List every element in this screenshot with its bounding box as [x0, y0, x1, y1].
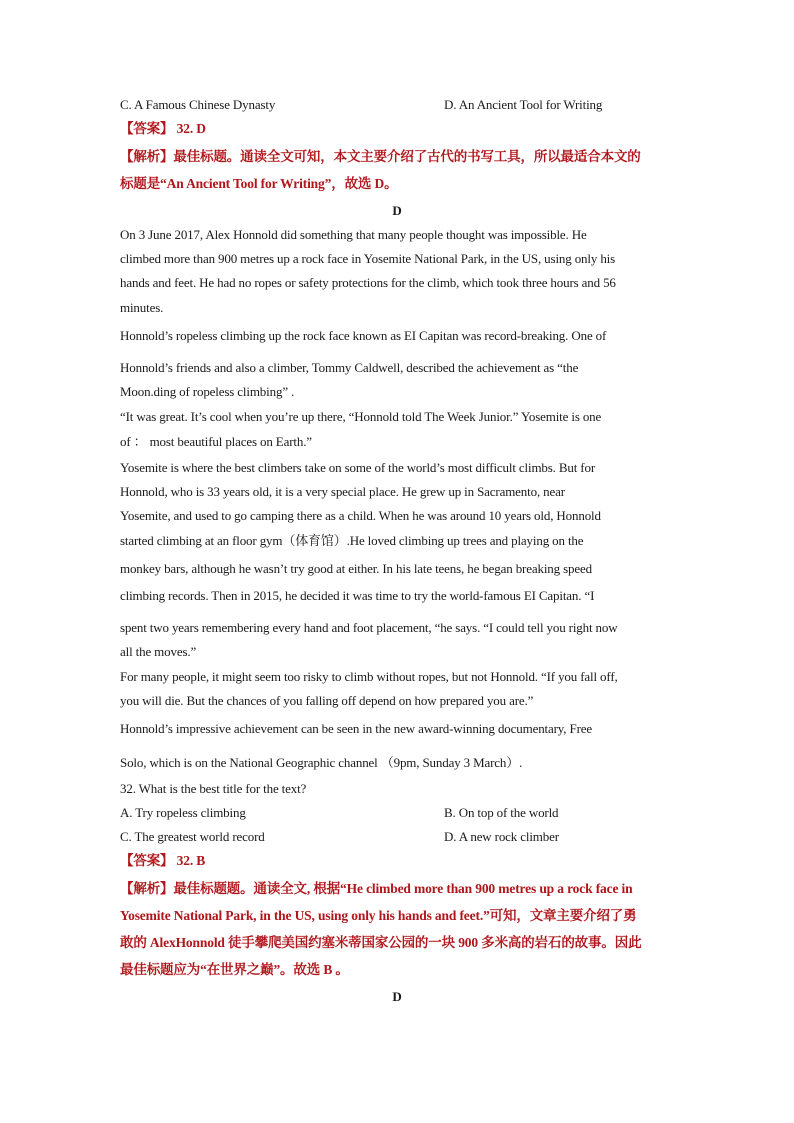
passage-line: all the moves.” — [120, 644, 197, 659]
analysis-line: Yosemite National Park, in the US, using only his hands and feet.”可知，文章主要介绍了勇 — [120, 908, 637, 923]
passage-line: of ： most beautiful places on Earth.” — [120, 434, 312, 449]
passage-line: On 3 June 2017, Alex Honnold did something that many people thought was impossible. He — [120, 227, 587, 242]
answer-label: 【答案】 32. B — [120, 853, 206, 868]
analysis-line: 最佳标题应为“在世界之巅”。故选 B 。 — [120, 962, 349, 977]
option-b: B. On top of the world — [444, 805, 559, 820]
answer-label: 【答案】 32. D — [120, 121, 206, 136]
passage-line: Honnold’s ropeless climbing up the rock face known as EI Capitan was record-breaking. One of — [120, 328, 607, 343]
analysis-line: 标题是“An Ancient Tool for Writing”，故选 D。 — [120, 176, 398, 191]
passage-line: monkey bars, although he wasn’t try good at either. In his late teens, he began breaking speed — [120, 561, 592, 576]
passage-line: For many people, it might seem too risky to climb without ropes, but not Honnold. “If you fall off, — [120, 669, 618, 684]
passage-line: Moon.ding of ropeless climbing” . — [120, 384, 295, 399]
passage-line: Honnold, who is 33 years old, it is a very special place. He grew up in Sacramento, near — [120, 484, 565, 499]
passage-line: started climbing at an floor gym（体育馆）.He loved climbing up trees and playing on the — [120, 533, 584, 548]
passage-line: Yosemite is where the best climbers take on some of the world’s most difficult climbs. But for — [120, 460, 596, 475]
passage-line: Solo, which is on the National Geographic channel （9pm, Sunday 3 March）. — [120, 755, 523, 770]
passage-line: climbed more than 900 metres up a rock face in Yosemite National Park, in the US, using only his — [120, 251, 616, 266]
analysis-line: 【解析】最佳标题题。通读全文, 根据“He climbed more than 900 metres up a rock face in — [120, 881, 633, 896]
passage-line: Honnold’s friends and also a climber, Tommy Caldwell, described the achievement as “the — [120, 360, 579, 375]
section-heading: D — [392, 989, 402, 1004]
passage-line: Yosemite, and used to go camping there as a child. When he was around 10 years old, Honnold — [120, 508, 601, 523]
option-a: A. Try ropeless climbing — [120, 805, 246, 820]
option-d: D. An Ancient Tool for Writing — [444, 97, 603, 112]
section-heading: D — [392, 203, 402, 218]
analysis-line: 【解析】最佳标题。通读全文可知，本文主要介绍了古代的书写工具，所以最适合本文的 — [120, 149, 641, 164]
passage-line: spent two years remembering every hand and foot placement, “he says. “I could tell you right now — [120, 620, 618, 635]
question-stem: 32. What is the best title for the text? — [120, 781, 307, 796]
option-c: C. A Famous Chinese Dynasty — [120, 97, 276, 112]
passage-line: Honnold’s impressive achievement can be seen in the new award-winning documentary, Free — [120, 721, 593, 736]
passage-line: minutes. — [120, 300, 164, 315]
passage-line: climbing records. Then in 2015, he decided it was time to try the world-famous EI Capitan. “I — [120, 588, 595, 603]
option-c: C. The greatest world record — [120, 829, 265, 844]
passage-line: “It was great. It’s cool when you’re up there, “Honnold told The Week Junior.” Yosemite is one — [120, 409, 602, 424]
analysis-line: 敢的 AlexHonnold 徒手攀爬美国约塞米蒂国家公园的一块 900 多米高的岩石的故事。因此 — [120, 935, 642, 950]
passage-line: hands and feet. He had no ropes or safety protections for the climb, which took three hours and 56 — [120, 275, 616, 290]
option-d: D. A new rock climber — [444, 829, 559, 844]
passage-line: you will die. But the chances of you falling off depend on how prepared you are.” — [120, 693, 534, 708]
